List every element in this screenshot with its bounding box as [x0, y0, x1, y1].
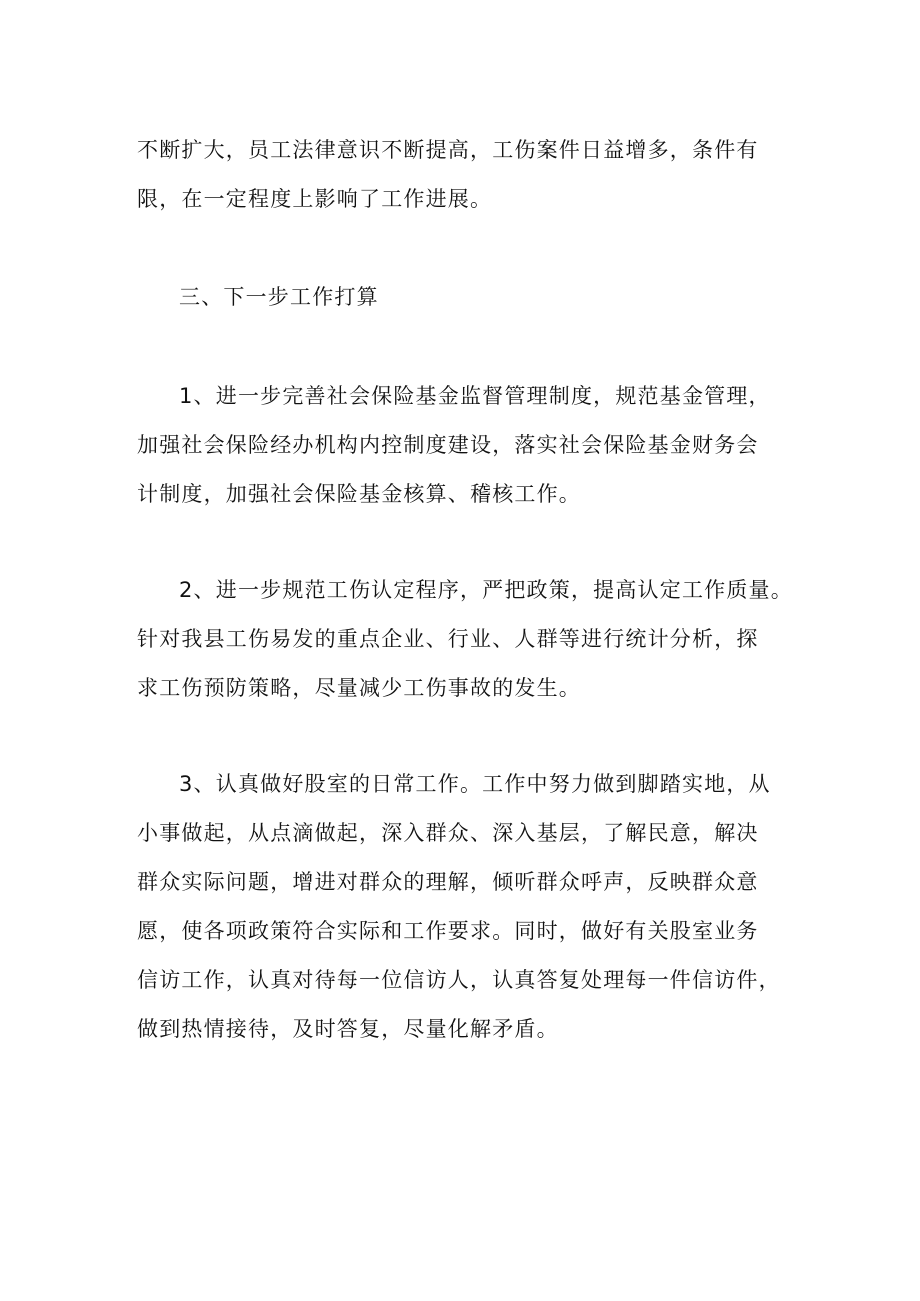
text-line: 3、认真做好股室的日常工作。工作中努力做到脚踏实地，从: [179, 772, 771, 796]
text-line: 信访工作，认真对待每一位信访人，认真答复处理每一件信访件，: [137, 968, 781, 992]
text-line: 小事做起，从点滴做起，深入群众、深入基层，了解民意，解决: [137, 821, 759, 845]
section-heading: [137, 273, 797, 322]
paragraph-item-1: [137, 372, 797, 519]
text-line: 计制度，加强社会保险基金核算、稽核工作。: [137, 482, 581, 506]
text-line: 做到热情接待，及时答复，尽量化解矛盾。: [137, 1017, 559, 1041]
text-line: 限，在一定程度上影响了工作进展。: [137, 187, 493, 211]
section-heading-text: 三、下一步工作打算: [179, 285, 379, 309]
text-line: 愿，使各项政策符合实际和工作要求。同时，做好有关股室业务: [137, 919, 759, 943]
text-line: 求工伤预防策略，尽量减少工伤事故的发生。: [137, 676, 581, 700]
text-line: 2、进一步规范工伤认定程序，严把政策，提高认定工作质量。: [179, 578, 793, 602]
text-line: 群众实际问题，增进对群众的理解，倾听群众呼声，反映群众意: [137, 870, 759, 894]
paragraph-item-2: [137, 566, 797, 713]
text-line: 1、进一步完善社会保险基金监督管理制度，规范基金管理，: [179, 384, 771, 408]
text-line: 不断扩大，员工法律意识不断提高，工伤案件日益增多，条件有: [137, 138, 759, 162]
paragraph-continuation: [137, 126, 797, 224]
text-line: 加强社会保险经办机构内控制度建设，落实社会保险基金财务会: [137, 433, 759, 457]
paragraph-item-3: [137, 760, 797, 1054]
text-line: 针对我县工伤易发的重点企业、行业、人群等进行统计分析，探: [137, 627, 759, 651]
